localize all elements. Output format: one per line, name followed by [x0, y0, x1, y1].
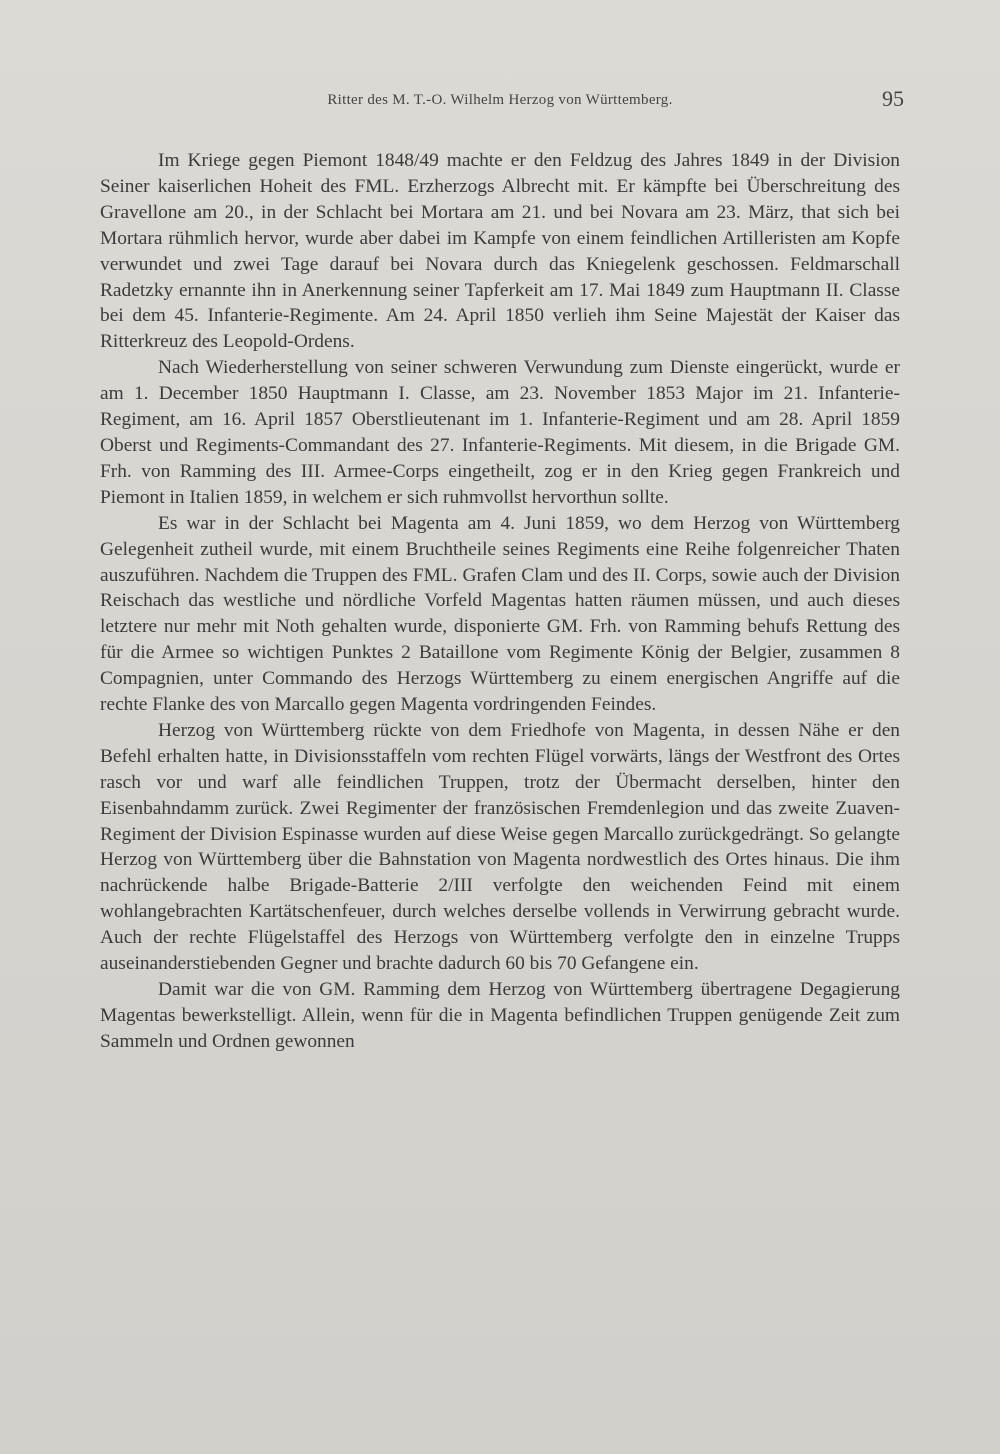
- paragraph-4: Herzog von Württemberg rückte von dem Friedhofe von Magenta, in dessen Nähe er den Befehl erhalten hatte, in Divisionsstaffeln vom rechten Flügel vorwärts, längs der Westfront des Ortes rasch vor und warf alle feindlichen Truppen, trotz der Übermacht derselben, hinter den Eisenbahndamm zurück. Zwei Regimenter der französischen Fremdenlegion und das zweite Zuaven-Regiment der Division Espinasse wurden auf diese Weise gegen Marcallo zurückgedrängt. So gelangte Herzog von Württemberg über die Bahnstation von Magenta nordwestlich des Ortes hinaus. Die ihm nachrückende halbe Brigade-Batterie 2/III verfolgte den weichenden Feind mit einem wohlangebrachten Kartätschenfeuer, durch welches derselbe vollends in Verwirrung gebracht wurde. Auch der rechte Flügelstaffel des Herzogs von Württemberg verfolgte den in einzelne Trupps auseinanderstiebenden Gegner und brachte dadurch 60 bis 70 Gefangene ein.: [100, 719, 900, 975]
- running-header: [100, 86, 904, 118]
- page-number: 95: [882, 86, 904, 111]
- paragraph-5: Damit war die von GM. Ramming dem Herzog von Württemberg übertragene Degagierung Magentas bewerkstelligt. Allein, wenn für die in Magenta befindlichen Truppen genügende Zeit zum Sammeln und Ordnen gewonnen: [100, 979, 900, 1052]
- paragraph-2: Nach Wiederherstellung von seiner schweren Verwundung zum Dienste eingerückt, wurde er am 1. December 1850 Hauptmann I. Classe, am 23. November 1853 Major im 21. Infanterie-Regiment, am 16. April 1857 Oberstlieutenant im 1. Infanterie-Regiment und am 28. April 1859 Oberst und Regiments-Commandant des 27. Infanterie-Regiments. Mit diesem, in die Brigade GM. Frh. von Ramming des III. Armee-Corps eingetheilt, zog er in den Krieg gegen Frankreich und Piemont in Italien 1859, in welchem er sich ruhmvollst hervorthun sollte.: [100, 357, 900, 508]
- paragraph-3: Es war in der Schlacht bei Magenta am 4. Juni 1859, wo dem Herzog von Württemberg Gelegenheit zutheil wurde, mit einem Bruchtheile seines Regiments eine Reihe folgenreicher Thaten auszuführen. Nachdem die Truppen des FML. Grafen Clam und des II. Corps, sowie auch der Division Reischach das westliche und nördliche Vorfeld Magentas hatten räumen müssen, und auch dieses letztere nur mehr mit Noth gehalten wurde, disponierte GM. Frh. von Ramming behufs Rettung des für die Armee so wichtigen Punktes 2 Bataillone vom Regimente König der Belgier, zusammen 8 Compagnien, unter Commando des Herzogs Württemberg zu einem energischen Angriffe auf die rechte Flanke des von Marcallo gegen Magenta vordringenden Feindes.: [100, 512, 900, 716]
- body-text: [100, 148, 900, 1055]
- paragraph-1: Im Kriege gegen Piemont 1848/49 machte er den Feldzug des Jahres 1849 in der Division Seiner kaiserlichen Hoheit des FML. Erzherzogs Albrecht mit. Er kämpfte bei Überschreitung des Gravellone am 20., in der Schlacht bei Mortara am 21. und bei Novara am 23. März, that sich bei Mortara rühmlich hervor, wurde aber dabei im Kampfe von einem feindlichen Artilleristen am Kopfe verwundet und zwei Tage darauf bei Novara durch das Kniegelenk geschossen. Feldmarschall Radetzky ernannte ihn in Anerkennung seiner Tapferkeit am 17. Mai 1849 zum Hauptmann II. Classe bei dem 45. Infanterie-Regimente. Am 24. April 1850 verlieh ihm Seine Majestät der Kaiser das Ritterkreuz des Leopold-Ordens.: [100, 150, 900, 353]
- running-title: Ritter des M. T.-O. Wilhelm Herzog von Württemberg.: [327, 92, 673, 108]
